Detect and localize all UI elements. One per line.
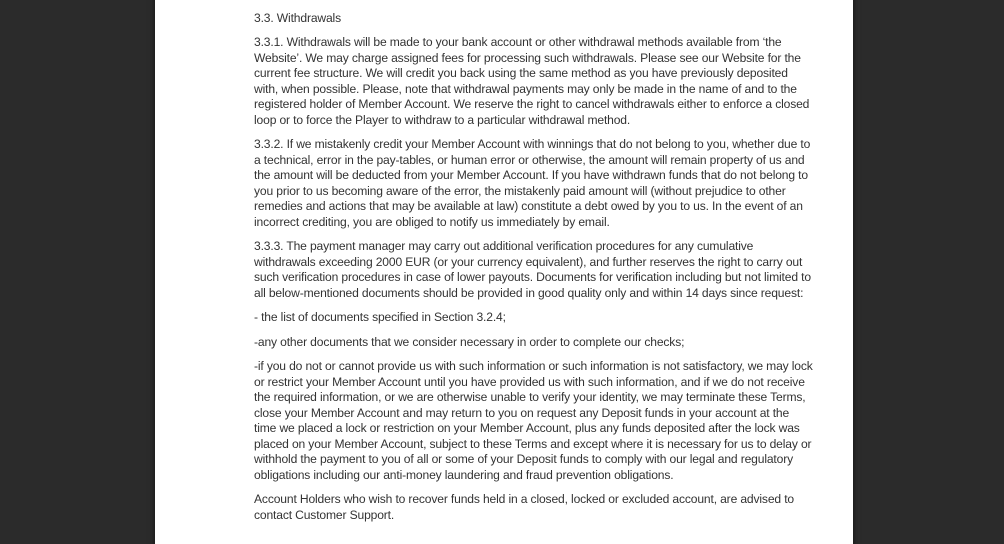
partially-visible-line	[254, 0, 814, 2]
list-item-lock-restrict: -if you do not or cannot provide us with such information or such information is not satisfactory, we may lock or restrict your Member Account until you have provided us with such information, and if we do not receive the required information, or we are otherwise unable to verify your identity, we may terminate these Terms, close your Member Account and may return to you on request any Deposit funds in your account at the time we placed a lock or restriction on your Member Account, plus any funds deposited after the lock was placed on your Member Account, subject to these Terms and except where it is necessary for us to delay or withhold the payment to you of all or some of your Deposit funds to comply with our legal and regulatory obligations including our anti-money laundering and fraud prevention obligations.	[254, 359, 813, 482]
list-item-other-documents: -any other documents that we consider necessary in order to complete our checks;	[254, 334, 685, 349]
page-content	[254, 0, 814, 523]
paragraph-account-holders: Account Holders who wish to recover funds held in a closed, locked or excluded account, are advised to contact Customer Support.	[254, 492, 794, 522]
list-item-documents-section: - the list of documents specified in Section 3.2.4;	[254, 310, 506, 324]
paragraph-3-3-1: 3.3.1. Withdrawals will be made to your bank account or other withdrawal methods available from ‘the Website’. We may charge assigned fees for processing such withdrawals. Please see our Website for the current fee structure. We will credit you back using the same method as you have previously deposited with, when possible. Please, note that withdrawal payments may only be made in the name of and to the registered holder of Member Account. We reserve the right to cancel withdrawals either to enforce a closed loop or to force the Player to withdraw to a particular withdrawal method.	[254, 35, 810, 127]
section-heading-withdrawals: 3.3. Withdrawals	[254, 10, 341, 25]
paragraph-3-3-2: 3.3.2. If we mistakenly credit your Member Account with winnings that do not belong to you, whether due to a technical, error in the pay-tables, or human error or otherwise, the amount will remain property of us and the amount will be deducted from your Member Account. If you have withdrawn funds that do not belong to you prior to us becoming aware of the error, the mistakenly paid amount will (without prejudice to other remedies and actions that may be available at law) constitute a debt owed by you to us. In the event of an incorrect crediting, you are obliged to notify us immediately by email.	[254, 137, 811, 229]
document-page	[155, 0, 853, 544]
paragraph-3-3-3: 3.3.3. The payment manager may carry out additional verification procedures for any cumulative withdrawals exceeding 2000 EUR (or your currency equivalent), and further reserves the right to carry out such verification procedures in case of lower payouts. Documents for verification including but not limited to all below-mentioned documents should be provided in good quality only and within 14 days since request:	[254, 239, 811, 300]
